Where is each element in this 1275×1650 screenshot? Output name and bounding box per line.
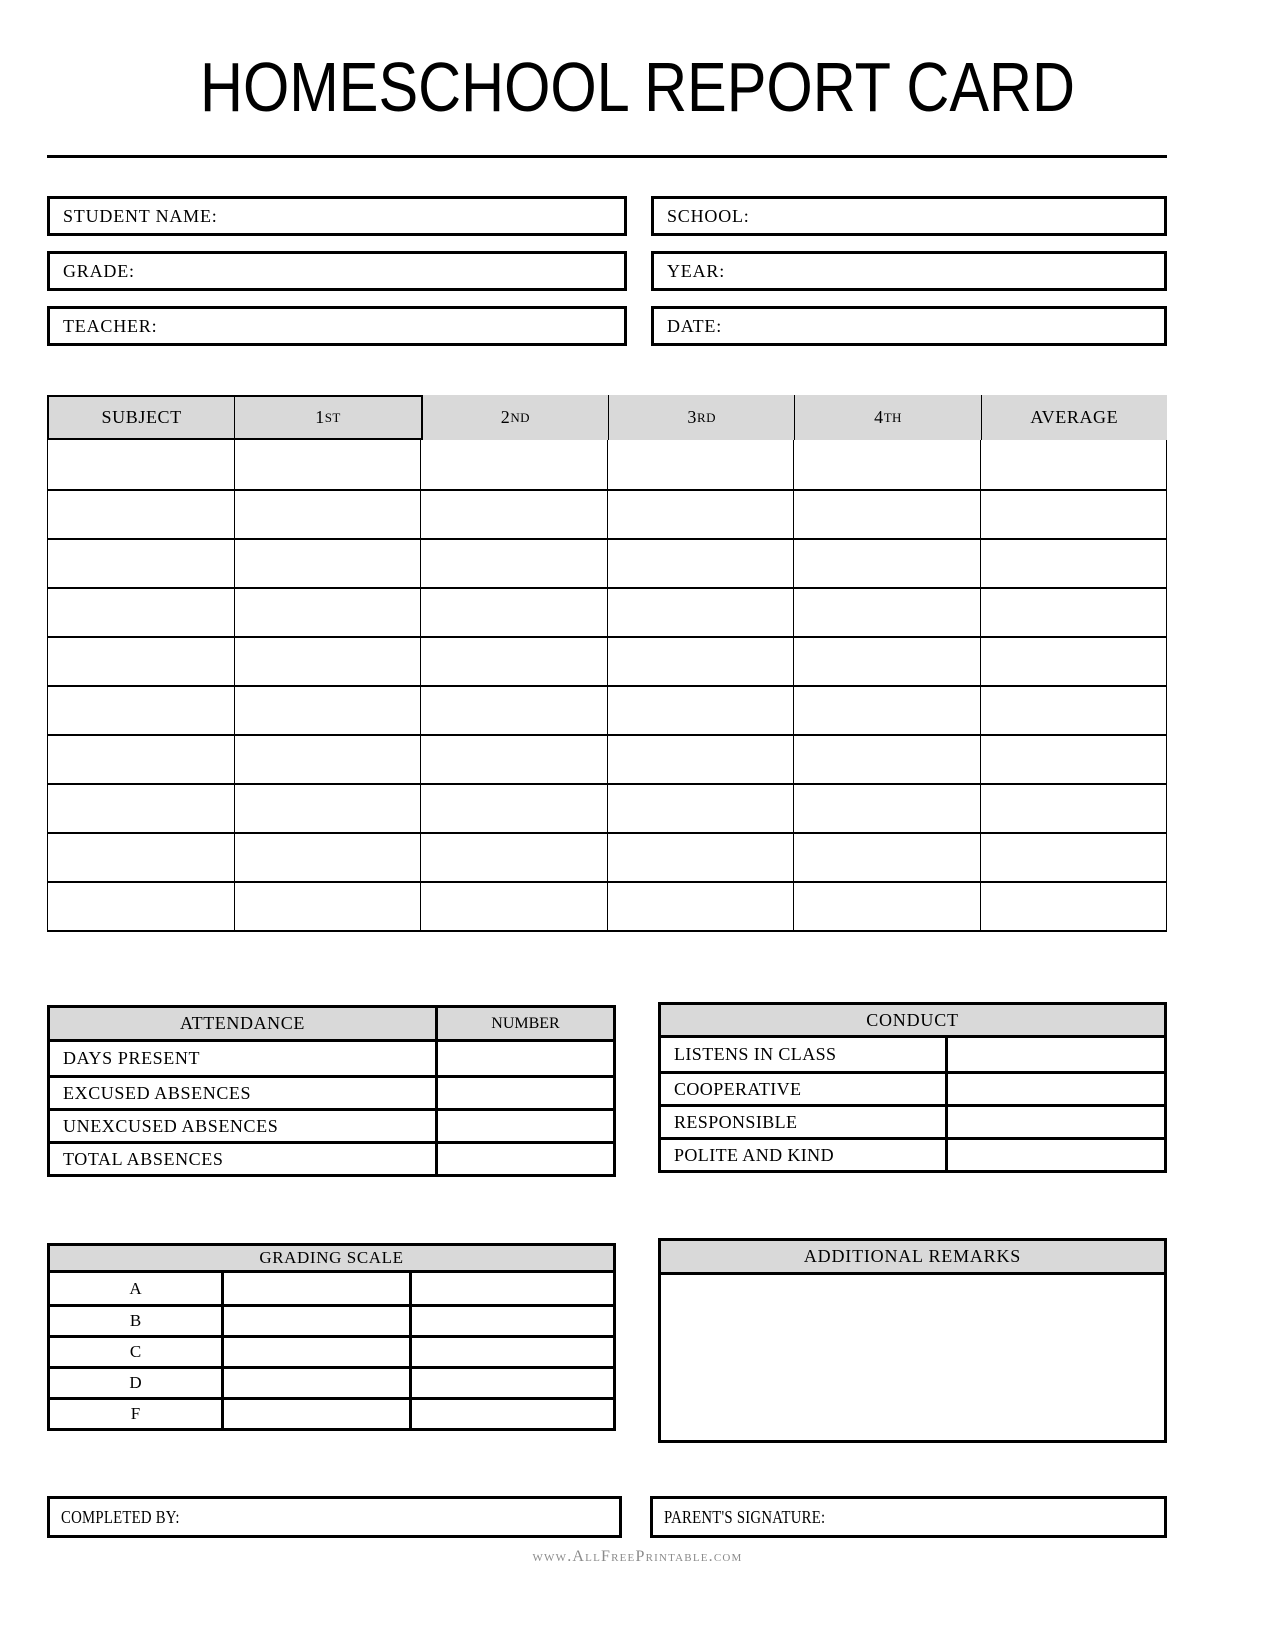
school-box xyxy=(651,196,1167,236)
subject-cell xyxy=(234,440,421,489)
subject-cell xyxy=(793,491,980,538)
subject-cell xyxy=(980,589,1167,636)
subject-row xyxy=(48,685,1166,734)
subject-header-cell xyxy=(47,395,235,440)
subject-cell xyxy=(607,785,794,832)
grading-scale-header: GRADING SCALE xyxy=(50,1246,613,1273)
range-cell xyxy=(409,1273,613,1304)
number-cell xyxy=(435,1144,613,1174)
additional-remarks-box xyxy=(658,1238,1167,1443)
subject-cell xyxy=(234,638,421,685)
grading-row-b xyxy=(50,1304,613,1335)
row-label: DAYS PRESENT xyxy=(63,1048,201,1068)
date-box xyxy=(651,306,1167,346)
subject-cell xyxy=(607,736,794,783)
subject-row xyxy=(48,538,1166,587)
header-label: AVERAGE xyxy=(1030,407,1119,427)
subject-cell xyxy=(234,736,421,783)
subject-row xyxy=(48,734,1166,783)
value-cell xyxy=(945,1038,1164,1071)
header-label: 2 xyxy=(500,407,511,427)
subject-row xyxy=(48,489,1166,538)
subject-cell xyxy=(420,440,607,489)
student-name-label: STUDENT NAME: xyxy=(63,205,218,226)
range-cell xyxy=(409,1369,613,1397)
teacher-label: TEACHER: xyxy=(63,315,158,336)
subject-cell xyxy=(793,883,980,930)
value-cell xyxy=(945,1140,1164,1170)
subject-cell xyxy=(793,589,980,636)
subject-table xyxy=(47,395,1167,932)
subject-cell xyxy=(48,834,234,881)
attendance-row-total-absences xyxy=(50,1141,613,1174)
subject-cell xyxy=(793,638,980,685)
subject-cell xyxy=(980,540,1167,587)
subject-cell xyxy=(980,638,1167,685)
subject-cell xyxy=(420,540,607,587)
grading-row-a xyxy=(50,1273,613,1304)
grade-letter: B xyxy=(129,1311,142,1330)
subject-cell xyxy=(48,540,234,587)
subject-cell xyxy=(607,540,794,587)
subject-cell xyxy=(980,687,1167,734)
conduct-table xyxy=(658,1002,1167,1173)
year-label: YEAR: xyxy=(667,260,725,281)
header-ordinal: ND xyxy=(510,409,530,425)
grade-letter: A xyxy=(129,1278,142,1298)
subject-cell xyxy=(607,883,794,930)
year-box xyxy=(651,251,1167,291)
average-header-cell xyxy=(981,395,1167,440)
header-label: 3 xyxy=(687,407,698,427)
subject-cell xyxy=(48,883,234,930)
title-divider xyxy=(47,155,1167,158)
subject-cell xyxy=(607,440,794,489)
grade-label: GRADE: xyxy=(63,260,135,281)
subject-cell xyxy=(793,834,980,881)
attendance-row-excused-absences xyxy=(50,1075,613,1108)
subject-row xyxy=(48,440,1166,489)
attendance-table xyxy=(47,1005,616,1177)
number-cell xyxy=(435,1078,613,1108)
school-label: SCHOOL: xyxy=(667,205,750,226)
subject-cell xyxy=(234,883,421,930)
subject-cell xyxy=(48,440,234,489)
page-title: HOMESCHOOL REPORT CARD xyxy=(199,48,1076,126)
subject-table-header xyxy=(47,395,1167,440)
subject-cell xyxy=(420,785,607,832)
subject-cell xyxy=(234,589,421,636)
subject-row xyxy=(48,587,1166,636)
range-cell xyxy=(221,1338,409,1366)
subject-cell xyxy=(234,491,421,538)
conduct-row-polite-and-kind xyxy=(661,1137,1164,1170)
conduct-header: CONDUCT xyxy=(661,1005,1164,1038)
conduct-row-cooperative xyxy=(661,1071,1164,1104)
subject-cell xyxy=(793,540,980,587)
subject-cell xyxy=(48,638,234,685)
subject-cell xyxy=(420,491,607,538)
range-cell xyxy=(221,1273,409,1304)
grade-letter: F xyxy=(130,1404,141,1423)
header-ordinal: RD xyxy=(697,409,716,425)
subject-cell xyxy=(980,440,1167,489)
grade-letter: D xyxy=(129,1373,142,1392)
subject-cell xyxy=(234,834,421,881)
subject-cell xyxy=(48,687,234,734)
date-label: DATE: xyxy=(667,315,722,336)
conduct-row-listens-in-class xyxy=(661,1038,1164,1071)
value-cell xyxy=(945,1107,1164,1137)
number-cell xyxy=(435,1042,613,1075)
subject-cell xyxy=(234,687,421,734)
header-label: 4 xyxy=(874,407,884,427)
row-label: RESPONSIBLE xyxy=(674,1111,798,1132)
first-quarter-header-cell xyxy=(235,395,422,440)
subject-cell xyxy=(48,736,234,783)
subject-cell xyxy=(980,834,1167,881)
subject-cell xyxy=(420,883,607,930)
header-ordinal: TH xyxy=(883,409,902,425)
subject-cell xyxy=(420,834,607,881)
number-header-cell: NUMBER xyxy=(435,1008,613,1039)
subject-cell xyxy=(420,736,607,783)
student-name-box xyxy=(47,196,627,236)
header-label: 1 xyxy=(315,407,325,427)
parent-signature-box xyxy=(650,1496,1167,1538)
subject-cell xyxy=(980,785,1167,832)
subject-cell xyxy=(234,785,421,832)
range-cell xyxy=(409,1338,613,1366)
number-cell xyxy=(435,1111,613,1141)
row-label: TOTAL ABSENCES xyxy=(63,1148,224,1169)
grade-letter: C xyxy=(129,1342,142,1361)
subject-row xyxy=(48,832,1166,881)
subject-cell xyxy=(607,834,794,881)
range-cell xyxy=(409,1307,613,1335)
range-cell xyxy=(409,1400,613,1428)
subject-table-body xyxy=(47,440,1167,932)
header-label: SUBJECT xyxy=(101,407,182,427)
range-cell xyxy=(221,1400,409,1428)
value-cell xyxy=(945,1074,1164,1104)
subject-cell xyxy=(793,440,980,489)
row-label: COOPERATIVE xyxy=(674,1078,802,1099)
subject-cell xyxy=(607,589,794,636)
grading-row-d xyxy=(50,1366,613,1397)
grading-row-c xyxy=(50,1335,613,1366)
subject-cell xyxy=(420,687,607,734)
subject-cell xyxy=(980,736,1167,783)
grading-scale-table xyxy=(47,1243,616,1431)
range-cell xyxy=(221,1369,409,1397)
attendance-header-cell: ATTENDANCE xyxy=(180,1013,305,1033)
third-quarter-header-cell xyxy=(608,395,794,440)
parent-signature-label: PARENT'S SIGNATURE: xyxy=(664,1506,826,1527)
subject-cell xyxy=(980,491,1167,538)
subject-cell xyxy=(793,687,980,734)
grading-row-f xyxy=(50,1397,613,1428)
subject-cell xyxy=(793,736,980,783)
subject-cell xyxy=(980,883,1167,930)
range-cell xyxy=(221,1307,409,1335)
subject-cell xyxy=(607,687,794,734)
teacher-box xyxy=(47,306,627,346)
second-quarter-header-cell xyxy=(423,395,608,440)
row-label: LISTENS IN CLASS xyxy=(674,1044,837,1064)
conduct-row-responsible xyxy=(661,1104,1164,1137)
row-label: POLITE AND KIND xyxy=(674,1144,834,1165)
subject-cell xyxy=(420,589,607,636)
fourth-quarter-header-cell xyxy=(794,395,980,440)
attendance-row-unexcused-absences xyxy=(50,1108,613,1141)
row-label: UNEXCUSED ABSENCES xyxy=(63,1115,279,1136)
subject-cell xyxy=(48,589,234,636)
attendance-header-row xyxy=(50,1008,613,1042)
subject-row xyxy=(48,783,1166,832)
subject-cell xyxy=(48,491,234,538)
additional-remarks-header: ADDITIONAL REMARKS xyxy=(661,1241,1164,1275)
header-ordinal: ST xyxy=(324,409,341,425)
completed-by-label: COMPLETED BY: xyxy=(61,1506,180,1527)
subject-row xyxy=(48,636,1166,685)
subject-cell xyxy=(48,785,234,832)
row-label: EXCUSED ABSENCES xyxy=(63,1082,252,1103)
subject-cell xyxy=(793,785,980,832)
footer-url: www.AllFreePrintable.com xyxy=(532,1548,743,1565)
subject-cell xyxy=(607,638,794,685)
completed-by-box xyxy=(47,1496,622,1538)
subject-cell xyxy=(420,638,607,685)
attendance-row-days-present xyxy=(50,1042,613,1075)
subject-cell xyxy=(607,491,794,538)
subject-cell xyxy=(234,540,421,587)
grade-box xyxy=(47,251,627,291)
subject-row xyxy=(48,881,1166,930)
